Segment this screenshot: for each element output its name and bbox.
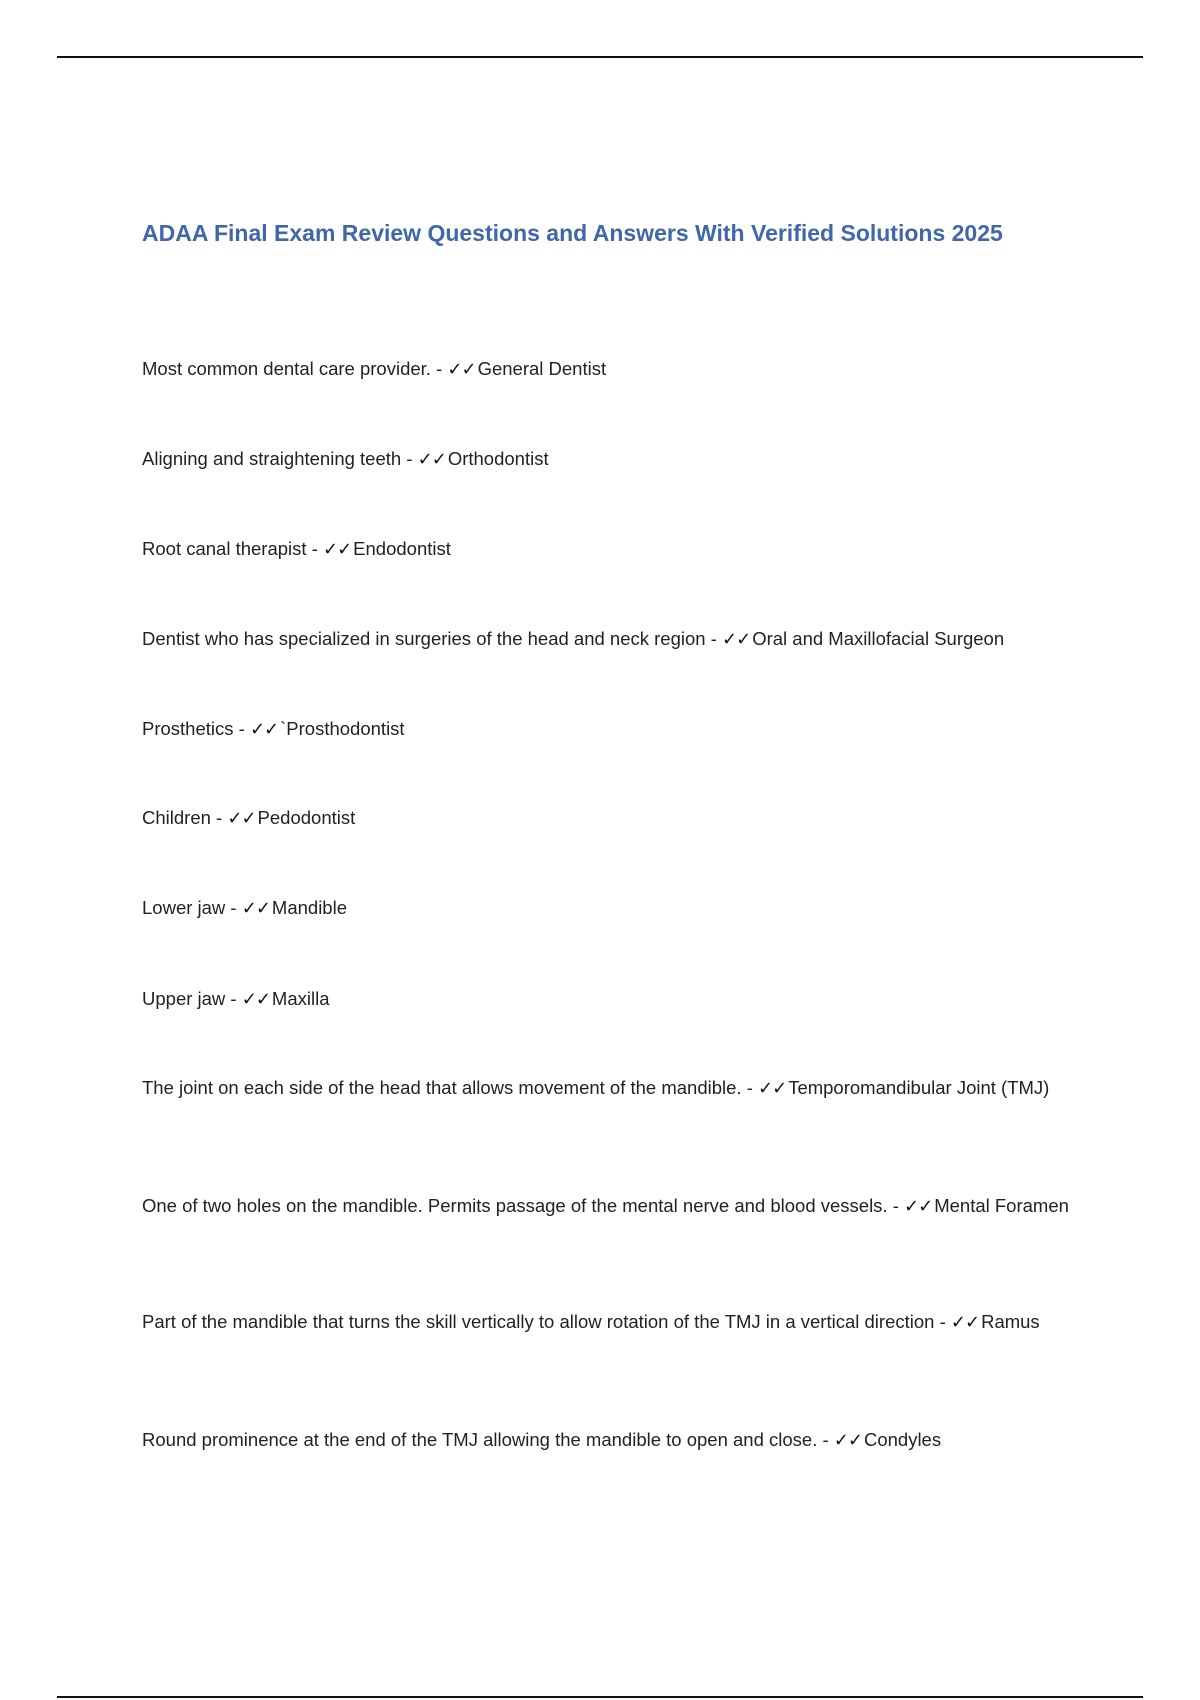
question-text: Most common dental care provider. xyxy=(142,358,431,379)
answer-text: General Dentist xyxy=(477,358,607,379)
check-icon: ✓✓ xyxy=(833,1430,862,1451)
check-icon: ✓✓ xyxy=(447,359,476,380)
question-text: The joint on each side of the head that allows movement of the mandible. xyxy=(142,1077,742,1098)
answer-text: Maxilla xyxy=(271,988,330,1009)
qa-item xyxy=(142,893,1072,923)
qa-item xyxy=(142,1425,1072,1455)
question-text: Aligning and straightening teeth xyxy=(142,448,402,469)
check-icon: ✓✓ xyxy=(417,449,446,470)
answer-text: Endodontist xyxy=(353,538,451,559)
qa-item xyxy=(142,803,1072,833)
separator: - xyxy=(233,718,250,739)
question-text: Children xyxy=(142,807,211,828)
question-text: Prosthetics xyxy=(142,718,234,739)
check-icon: ✓✓ xyxy=(950,1312,980,1333)
qa-item xyxy=(142,1307,1072,1337)
question-text: Round prominence at the end of the TMJ allowing the mandible to open and close. xyxy=(142,1429,818,1450)
qa-item xyxy=(142,534,1072,564)
separator: - xyxy=(210,807,228,828)
answer-text: `Prosthodontist xyxy=(280,718,405,739)
separator: - xyxy=(306,538,323,559)
qa-item xyxy=(142,624,1072,654)
qa-item xyxy=(142,984,1072,1014)
separator: - xyxy=(741,1077,759,1098)
answer-text: Mandible xyxy=(271,897,347,918)
check-icon: ✓✓ xyxy=(323,539,352,560)
check-icon: ✓✓ xyxy=(722,629,751,650)
question-text: Upper jaw xyxy=(142,988,226,1009)
check-icon: ✓✓ xyxy=(227,808,256,829)
document-title: ADAA Final Exam Review Questions and Answers With Verified Solutions 2025 xyxy=(142,220,1003,246)
question-text: Root canal therapist xyxy=(142,538,307,559)
answer-text: Ramus xyxy=(981,1311,1040,1332)
check-icon: ✓✓ xyxy=(241,989,270,1010)
answer-text: Orthodontist xyxy=(447,448,549,469)
separator: - xyxy=(401,448,418,469)
check-icon: ✓✓ xyxy=(249,719,279,740)
answer-text: Condyles xyxy=(863,1429,942,1450)
separator: - xyxy=(934,1311,951,1332)
separator: - xyxy=(817,1429,834,1450)
separator: - xyxy=(705,628,723,649)
question-text: Part of the mandible that turns the skill vertically to allow rotation of the TMJ in a vertical direction xyxy=(142,1311,935,1332)
top-rule xyxy=(57,56,1143,58)
question-text: One of two holes on the mandible. Permits passage of the mental nerve and blood vessels. xyxy=(142,1195,888,1216)
check-icon: ✓✓ xyxy=(904,1196,933,1217)
check-icon: ✓✓ xyxy=(241,898,270,919)
answer-text: Temporomandibular Joint (TMJ) xyxy=(788,1077,1050,1098)
bottom-rule xyxy=(57,1696,1143,1698)
qa-item xyxy=(142,1073,1072,1103)
qa-item xyxy=(142,444,1072,474)
separator: - xyxy=(887,1195,905,1216)
qa-item xyxy=(142,714,1072,744)
answer-text: Oral and Maxillofacial Surgeon xyxy=(752,628,1005,649)
check-icon: ✓✓ xyxy=(758,1078,787,1099)
qa-item xyxy=(142,354,1072,384)
qa-item xyxy=(142,1191,1072,1221)
answer-text: Mental Foramen xyxy=(934,1195,1069,1216)
answer-text: Pedodontist xyxy=(257,807,356,828)
question-text: Lower jaw xyxy=(142,897,226,918)
separator: - xyxy=(225,897,242,918)
separator: - xyxy=(225,988,242,1009)
question-text: Dentist who has specialized in surgeries of the head and neck region xyxy=(142,628,706,649)
separator: - xyxy=(430,358,448,379)
